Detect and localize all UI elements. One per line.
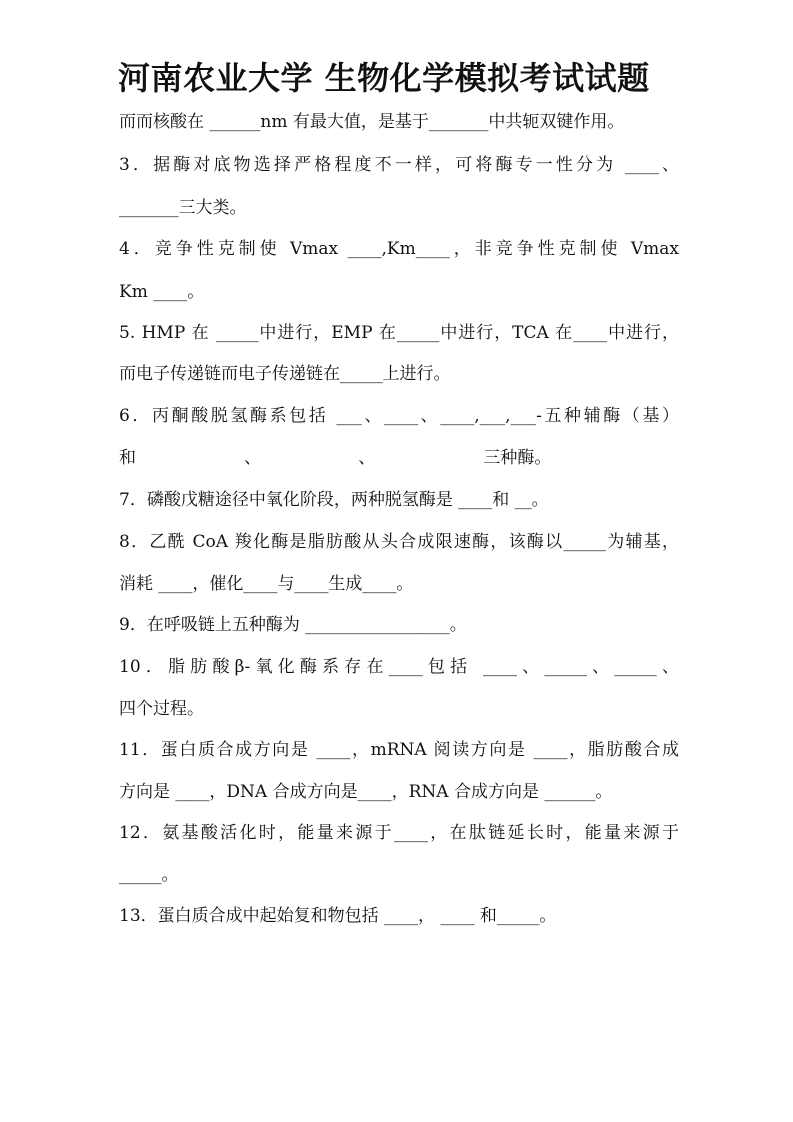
text-line-13: 9．在呼吸链上五种酶为 _________________。 (119, 615, 467, 635)
text-line-6: 5. HMP 在 _____中进行，EMP 在_____中进行，TCA 在____中进行， (119, 323, 679, 343)
text-line-4: 4．竞争性克制使 Vmax ____,Km____，非竞争性克制使 Vmax (119, 239, 679, 259)
text-line-10: 7．磷酸戊糖途径中氧化阶段，两种脱氢酶是 ____和 __。 (119, 490, 549, 510)
text-line-16: 11．蛋白质合成方向是 ____，mRNA 阅读方向是 ____，脂肪酸合成 (119, 740, 679, 760)
text-line-15: 四个过程。 (119, 699, 204, 719)
text-line-8: 6．丙酮酸脱氢酶系包括 ___、____、____,___,___-五种辅酶（基） (119, 406, 679, 426)
text-line-17: 方向是 ____，DNA 合成方向是____，RNA 合成方向是 ______。 (119, 782, 613, 802)
text-line-3: _______三大类。 (119, 198, 247, 218)
text-line-20: 13．蛋白质合成中起始复和物包括 ____， ____ 和_____。 (119, 906, 557, 926)
text-line-9: 和 、 、 三种酶。 (119, 448, 552, 468)
page-title: 河南农业大学 生物化学模拟考试试题 (118, 59, 650, 97)
text-line-11: 8．乙酰 CoA 羧化酶是脂肪酸从头合成限速酶，该酶以_____为辅基， (119, 532, 679, 552)
text-line-2: 3．据酶对底物选择严格程度不一样，可将酶专一性分为 ____、 (119, 155, 679, 175)
text-line-19: _____。 (119, 865, 179, 885)
text-line-14: 10．脂肪酸β-氧化酶系存在____包括 ____、_____、_____、 (119, 657, 679, 677)
text-line-1: 而而核酸在 ______nm 有最大值，是基于_______中共轭双键作用。 (119, 112, 625, 132)
text-line-5: Km ____。 (119, 282, 205, 302)
text-line-12: 消耗 ____，催化____与____生成____。 (119, 574, 414, 594)
text-line-7: 而电子传递链而电子传递链在_____上进行。 (119, 364, 451, 384)
text-line-18: 12．氨基酸活化时，能量来源于____，在肽链延长时，能量来源于 (119, 823, 679, 843)
